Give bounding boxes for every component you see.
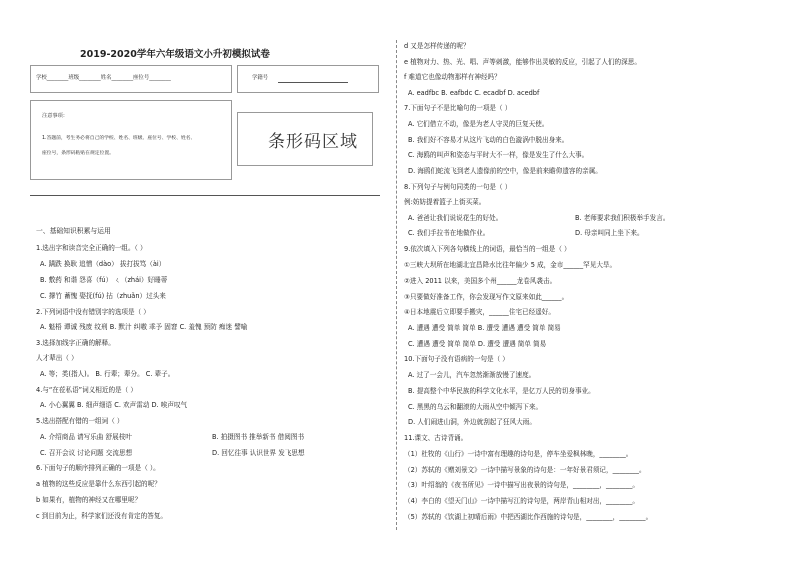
q2: 2.下列词语中没有错别字的选项是（ ） <box>36 308 150 316</box>
q7-option-d: D. 海鸥们蛇流飞到老人遗像前的空中，像是前来瞻仰遗容的亲属。 <box>408 167 602 175</box>
exam-title: 2019-2020学年六年级语文小升初模拟试卷 <box>80 49 270 60</box>
barcode-label: 条形码区域 <box>268 132 358 152</box>
q3-subject: 人才辈出（ ） <box>36 354 78 362</box>
fold-line <box>396 40 397 530</box>
q11-item-5: （5）苏轼的《饮湖上初晴后雨》中把西湖比作西施的诗句是，________，________。 <box>404 513 653 521</box>
q2-options: A. 魁梧 谭诚 残废 纹刑 B. 默汁 纠嗷 乖予 固窘 C. 羞愧 预防 痴迷 譬喻 <box>40 323 248 331</box>
q6-sentence-d: d 又是怎样传递的呢？ <box>404 42 470 50</box>
q3: 3.选择加线字正确的解释。 <box>36 339 115 347</box>
q5-option-b: B. 拍摄图书 推举新书 借阅图书 <box>212 433 305 441</box>
q11-item-1: （1）杜牧的《山行》一诗中富有理趣的诗句是，停车坐爱枫林晚，________。 <box>404 450 633 458</box>
q9-options-ab: A. 遭遇 遭受 简单 简单 B. 遭受 遭遇 遭受 简单 简易 <box>408 324 561 332</box>
q9-sentence-3: ③只要做好准备工作，你会发现写作文原来如此______。 <box>404 293 569 301</box>
student-id-line <box>278 82 348 83</box>
notice-label: 注意事项： <box>42 113 68 119</box>
q6-sentence-c: c 到目前为止，科学家们还没有肯定的答复。 <box>36 512 168 520</box>
q11: 11.课文、古诗背诵。 <box>404 434 468 442</box>
q8-option-a: A. 爸爸让我们说说花生的好处。 <box>408 214 503 222</box>
q1: 1.选出字和读音完全正确的一组。（ ） <box>36 244 147 252</box>
q9-options-cd: C. 遭遇 遭受 简单 简单 D. 遭受 遭遇 简单 简易 <box>408 340 547 348</box>
q10-option-d: D. 人们闹进山洞，外边就刮起了狂风大雨。 <box>408 418 536 426</box>
q5: 5.选出搭配有错的一组词（ ） <box>36 417 124 425</box>
q10-option-c: C. 黑黑的乌云和翻滚的大雨从空中倾泻下来。 <box>408 403 543 411</box>
q5-option-c: C. 召开会议 讨论问题 交流思想 <box>40 449 133 457</box>
barcode-area <box>237 112 373 166</box>
q1-option-c: C. 撑竹 蓄愧 娶抚(fú) 拈（zhuǎn）过头来 <box>40 292 166 300</box>
q10-option-a: A. 过了一会儿，汽车忽然渐渐放慢了速度。 <box>408 371 536 379</box>
school-name-row: 学校________班级________姓名________座位号________ <box>36 75 171 81</box>
q6-options: A. eadfbc B. eafbdc C. ecadbf D. acedbf <box>408 89 540 97</box>
q1-option-a: A. 蹒跌 换耿 追憎（dào） 拔打拔笃（ài） <box>40 260 166 268</box>
student-id-label: 学籍号 <box>252 75 269 81</box>
q4: 4.与“在莅私语”词义相近的是（ ） <box>36 386 137 394</box>
q11-item-4: （4）李白的《望天门山》一诗中描写江的诗句是，两岸青山相对出，________。 <box>404 497 639 505</box>
q3-options: A. 等；类(指人)。 B. 行辈；辈分。 C. 辈子。 <box>40 370 175 378</box>
q8-option-b: B. 老师要求我们积极举手发言。 <box>575 214 670 222</box>
q9-sentence-2: ②进入 2011 以来，美国多个州______龙卷风袭击。 <box>404 277 557 285</box>
q8-example: 例:妨妨提着篮子上街买菜。 <box>404 198 486 206</box>
q5-option-a: A. 介绍商品 请写乐曲 舒展枝叶 <box>40 433 132 441</box>
q8-option-c: C. 我们手拉书在地做作业。 <box>408 229 490 237</box>
q8-option-d: D. 母亲叫同上坐下来。 <box>575 229 644 237</box>
q10: 10.下面句子没有语病的一句是（ ） <box>404 355 509 363</box>
q6-sentence-b: b 如果有，植物的神经又在哪里呢？ <box>36 496 142 504</box>
q9: 9.依次填入下列各句横线上的词语，最恰当的一组是（ ） <box>404 245 571 253</box>
q10-option-b: B. 提高整个中华民族的科学文化水平，是亿万人民的切身事业。 <box>408 387 595 395</box>
q7-option-b: B. 我们好不容易才从这片飞动的白色漩涡中脱出身来。 <box>408 136 569 144</box>
q6-sentence-f: f 难道它也像动物那样有神经吗？ <box>404 73 501 81</box>
q9-sentence-4: ④日本地震后立即要手搬灾，______住宅已经遥好。 <box>404 308 555 316</box>
q7: 7.下面句子不是比喻句的一项是（ ） <box>404 104 512 112</box>
section-1-heading: 一、基础知识积累与运用 <box>36 227 111 235</box>
header-divider <box>30 195 380 196</box>
q8: 8.下列句子与例句同类的一句是（ ） <box>404 183 512 191</box>
q1-option-b: B. 敷药 和谐 怨喜（fú） ㄑ（zhái）好睡蒂 <box>40 276 168 284</box>
notice-text-line1: 1.答题前，考生务必将自己的学校、姓名、班级、座位号、学校、姓名、 <box>42 136 196 141</box>
q6-sentence-a: a 植物的这些反应是靠什么东西引起的呢？ <box>36 480 161 488</box>
q11-item-3: （3）叶绍翁的《夜书所见》一诗中描写出夜景的诗句是，________，________。 <box>404 481 639 489</box>
q6-sentence-e: e 植物对力、热、光、唱、声等刺激，能够作出灵敏的反应，引起了人们的深思。 <box>404 58 641 66</box>
q5-option-d: D. 回忆往事 认识世界 发飞思想 <box>212 449 305 457</box>
q7-option-a: A. 它们借立不动，像是为老人守灵的巨复天使。 <box>408 120 549 128</box>
q7-option-c: C. 海鸥的叫声和姿态与平时大不一样，像是发生了什么大事。 <box>408 151 589 159</box>
notice-text-line2: 座位号，条形码粘贴在规定位置。 <box>42 151 114 156</box>
q11-item-2: （2）苏轼的《赠刘景文》一诗中描写景象的诗句是：一年好景君须记，________。 <box>404 466 646 474</box>
q9-sentence-1: ①三峡大坝所在地湖北宜昌降水比往年偏少 5 成，金市______罕见大旱。 <box>404 261 617 269</box>
q6: 6.下面句子的顺序排列正确的一项是（ ）。 <box>36 464 160 472</box>
q4-options: A. 小心翼翼 B. 细声细语 C. 欢声雷动 D. 唉声叹气 <box>40 401 188 409</box>
